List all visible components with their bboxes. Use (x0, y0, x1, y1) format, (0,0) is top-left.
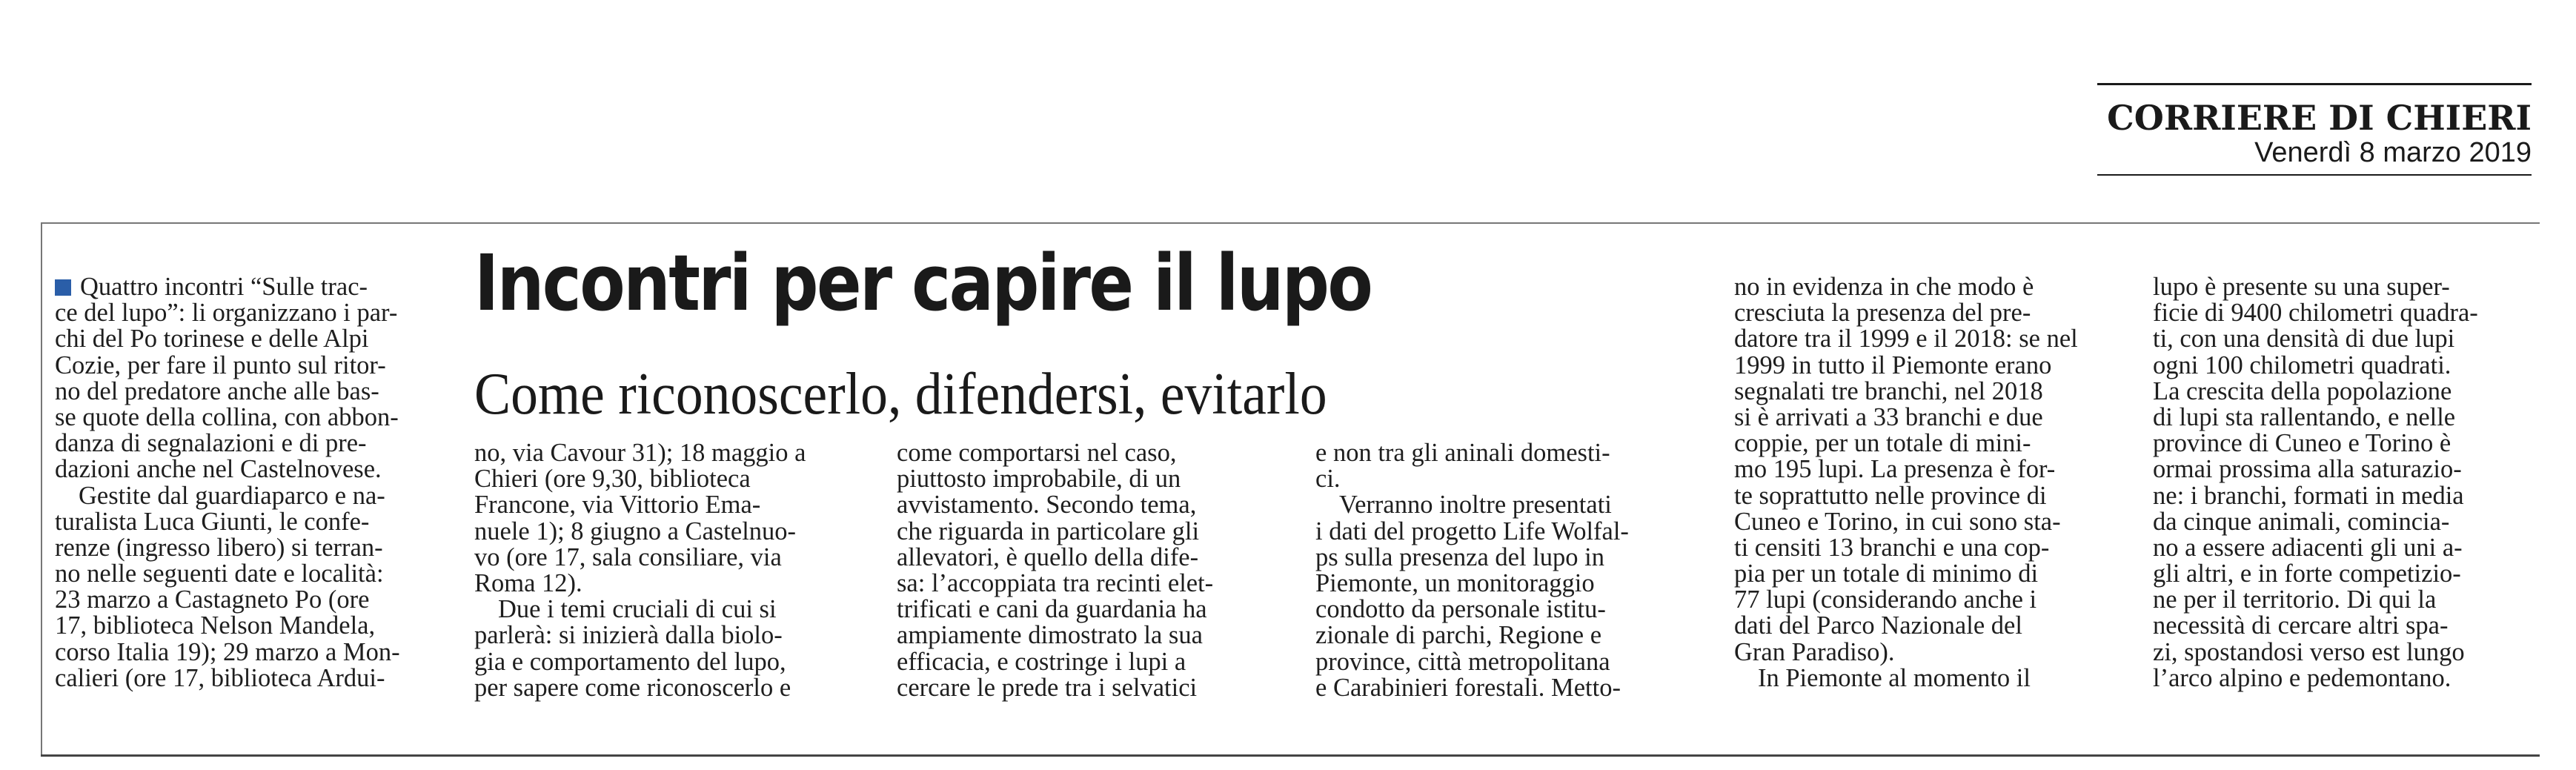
text-line: come comportarsi nel caso, (897, 439, 1177, 467)
text-line: sa: l’accoppiata tra recinti elet- (897, 568, 1214, 597)
text-line: te soprattutto nelle province di (1734, 481, 2047, 510)
article-frame-bottom (41, 754, 2540, 757)
article-column-5 (1734, 274, 2078, 691)
text-line: ce del lupo”: li organizzano i par- (55, 299, 398, 328)
text-line: ficie di 9400 chilometri quadra- (2153, 299, 2478, 328)
text-line: province di Cuneo e Torino è (2153, 429, 2451, 458)
issue-date: Venerdì 8 marzo 2019 (2254, 137, 2532, 168)
newspaper-name: CORRIERE DI CHIERI (2107, 98, 2532, 138)
text-line: ne per il territorio. Di qui la (2153, 585, 2437, 614)
text-line: cresciuta la presenza del pre- (1734, 299, 2031, 328)
text-line: coppie, per un totale di mini- (1734, 429, 2031, 458)
text-line: nuele 1); 8 giugno a Castelnuo- (474, 517, 797, 545)
text-line: ti, con una densità di due lupi (2153, 325, 2455, 354)
text-line: condotto da personale istitu- (1315, 595, 1606, 624)
text-line: Piemonte, un monitoraggio (1315, 568, 1595, 597)
text-line: Chieri (ore 9,30, biblioteca (474, 465, 751, 494)
text-line: 77 lupi (considerando anche i (1734, 585, 2037, 614)
text-line: Due i temi cruciali di cui si (498, 595, 777, 624)
text-line: no nelle seguenti date e località: (55, 560, 384, 588)
text-line: danza di segnalazioni e di pre- (55, 429, 367, 458)
masthead-bottom-rule (2097, 174, 2532, 176)
text-line: per sapere come riconoscerlo e (474, 673, 791, 702)
text-line: ti censiti 13 branchi e una cop- (1734, 533, 2050, 562)
text-line: lupo è presente su una super- (2153, 273, 2450, 301)
text-line: corso Italia 19); 29 marzo a Mon- (55, 637, 400, 666)
text-line: no, via Cavour 31); 18 maggio a (474, 439, 806, 467)
text-line: calieri (ore 17, biblioteca Ardui- (55, 663, 385, 692)
text-line: Cozie, per fare il punto sul ritor- (55, 351, 386, 379)
text-line: Gestite dal guardiaparco e na- (79, 481, 385, 510)
article-column-1 (55, 274, 400, 691)
article-column-4 (1315, 440, 1629, 701)
text-line: mo 195 lupi. La presenza è for- (1734, 455, 2056, 484)
text-line: Roma 12). (474, 568, 582, 597)
text-line: ne: i branchi, formati in media (2153, 481, 2464, 510)
text-line: e non tra gli aninali domesti- (1315, 439, 1610, 467)
text-line: di lupi sta rallentando, e nelle (2153, 402, 2456, 431)
text-line: gli altri, e in forte competizio- (2153, 560, 2461, 588)
article-column-6 (2153, 274, 2478, 691)
text-line: pia per un totale di minimo di (1734, 560, 2039, 588)
text-line: 17, biblioteca Nelson Mandela, (55, 611, 376, 640)
text-line: turalista Luca Giunti, le confe- (55, 507, 370, 536)
text-line: no a essere adiacenti gli uni a- (2153, 533, 2463, 562)
text-line: dazioni anche nel Castelnovese. (55, 455, 382, 484)
article-frame-left (41, 222, 42, 756)
text-line: Francone, via Vittorio Ema- (474, 491, 761, 520)
text-line (55, 274, 400, 300)
text-line: e Carabinieri forestali. Metto- (1315, 673, 1621, 702)
text-line: zi, spostandosi verso est lungo (2153, 637, 2465, 666)
text-line: chi del Po torinese e delle Alpi (55, 325, 369, 354)
text-line: allevatori, è quello della dife- (897, 542, 1199, 571)
text-line: dati del Parco Nazionale del (1734, 611, 2022, 640)
text-line: zionale di parchi, Regione e (1315, 621, 1602, 650)
text-line: La crescita della popolazione (2153, 376, 2452, 405)
text-line: no del predatore anche alle bas- (55, 376, 379, 405)
article-subheadline: Come riconoscerlo, difendersi, evitarlo (474, 362, 1327, 427)
text-line: se quote della collina, con abbon- (55, 402, 399, 431)
text-line: l’arco alpino e pedemontano. (2153, 663, 2451, 692)
text-line: trificati e cani da guardania ha (897, 595, 1207, 624)
lead-text: Quattro incontri “Sulle trac- (80, 273, 368, 301)
article-headline: Incontri per capire il lupo (474, 238, 1372, 328)
text-line: 1999 in tutto il Piemonte erano (1734, 351, 2052, 379)
text-line: 23 marzo a Castagneto Po (ore (55, 585, 370, 614)
text-line: parlerà: si inizierà dalla biolo- (474, 621, 783, 650)
text-line: cercare le prede tra i selvatici (897, 673, 1198, 702)
text-line: ampiamente dimostrato la sua (897, 621, 1203, 650)
article-column-2 (474, 440, 806, 701)
text-line: ps sulla presenza del lupo in (1315, 542, 1604, 571)
text-line: segnalati tre branchi, nel 2018 (1734, 376, 2043, 405)
text-line: da cinque animali, comincia- (2153, 507, 2450, 536)
text-line: datore tra il 1999 e il 2018: se nel (1734, 325, 2078, 354)
text-line: avvistamento. Secondo tema, (897, 491, 1197, 520)
text-line: necessità di cercare altri spa- (2153, 611, 2449, 640)
masthead-top-rule (2097, 83, 2532, 85)
text-line: ogni 100 chilometri quadrati. (2153, 351, 2451, 379)
text-line: che riguarda in particolare gli (897, 517, 1200, 545)
text-line: piuttosto improbabile, di un (897, 465, 1181, 494)
text-line: In Piemonte al momento il (1758, 663, 2031, 692)
text-line: i dati del progetto Life Wolfal- (1315, 517, 1629, 545)
text-line: ormai prossima alla saturazio- (2153, 455, 2462, 484)
text-line: efficacia, e costringe i lupi a (897, 647, 1186, 676)
text-line: province, città metropolitana (1315, 647, 1610, 676)
text-line: ci. (1315, 465, 1341, 494)
article-frame-top (41, 222, 2540, 224)
text-line: Verranno inoltre presentati (1339, 491, 1612, 520)
text-line: si è arrivati a 33 branchi e due (1734, 402, 2043, 431)
text-line: Gran Paradiso). (1734, 637, 1895, 666)
text-line: gia e comportamento del lupo, (474, 647, 786, 676)
square-bullet-icon (55, 279, 71, 296)
text-line: Cuneo e Torino, in cui sono sta- (1734, 507, 2061, 536)
article-column-3 (897, 440, 1213, 701)
text-line: renze (ingresso libero) si terran- (55, 533, 383, 562)
text-line: no in evidenza in che modo è (1734, 273, 2034, 301)
text-line: vo (ore 17, sala consiliare, via (474, 542, 782, 571)
